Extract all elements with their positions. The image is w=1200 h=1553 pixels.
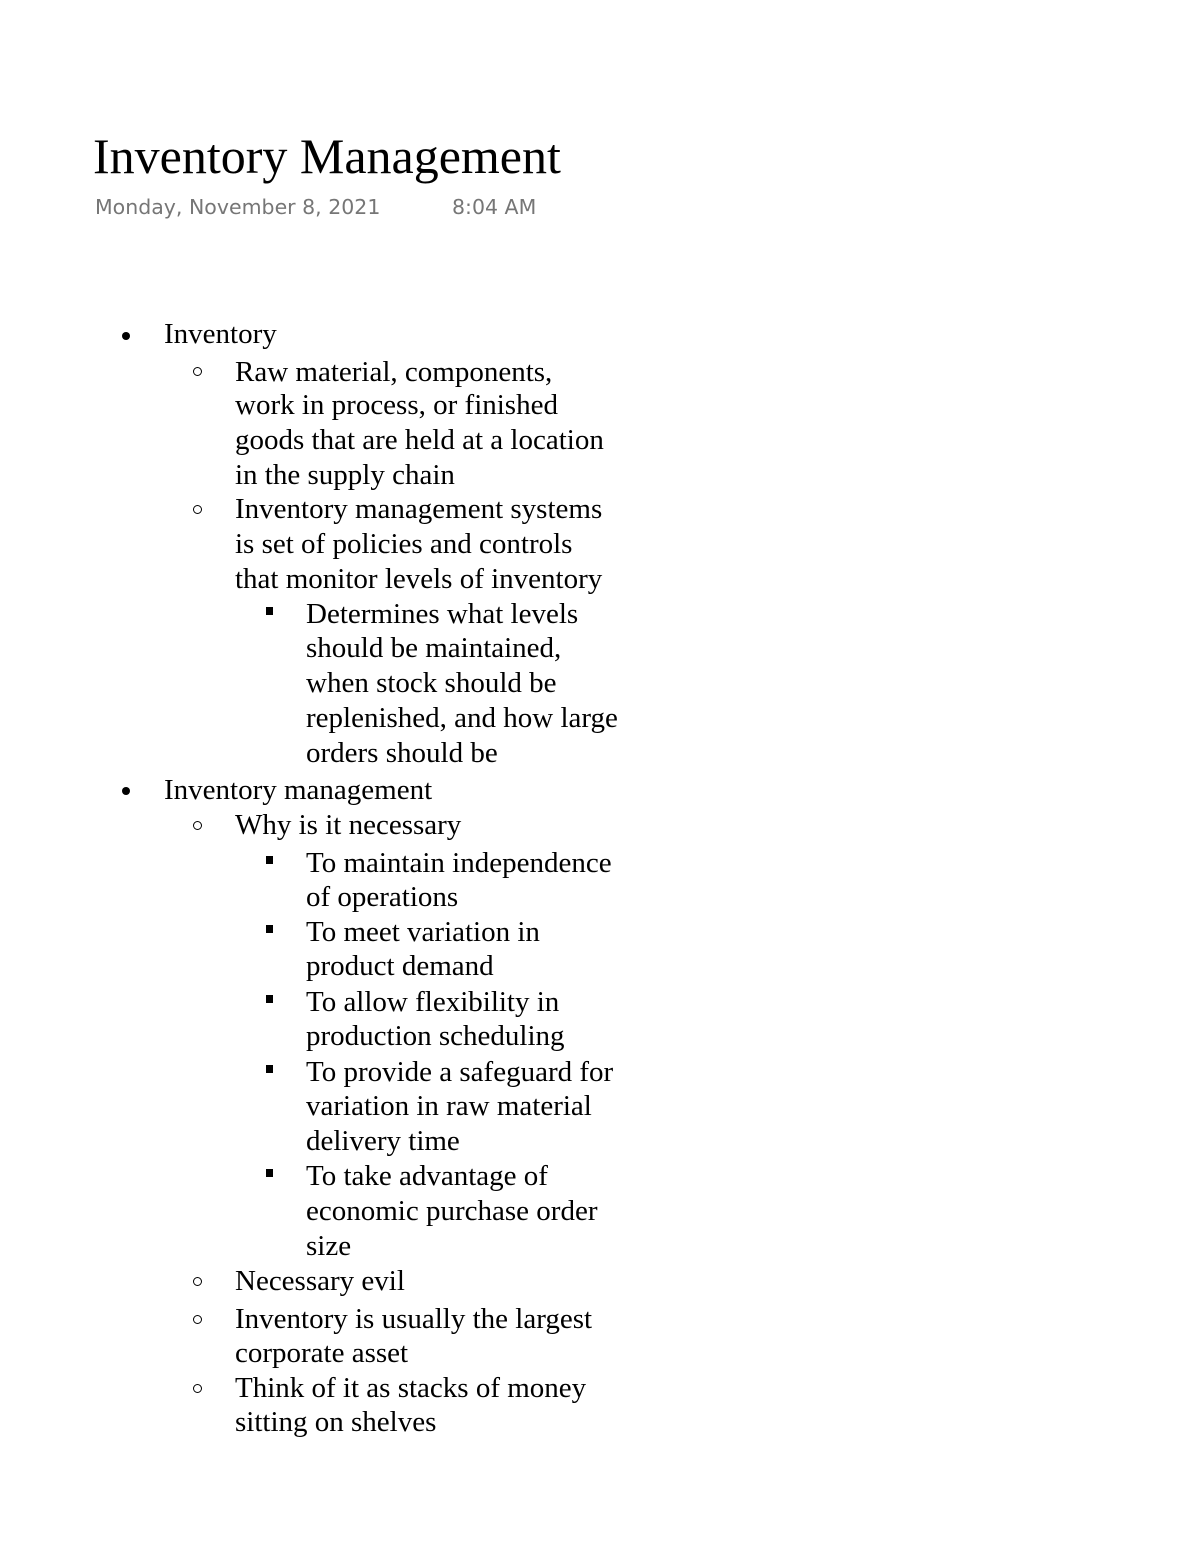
outline-item-line: economic purchase order (306, 1195, 598, 1227)
outline-item-line: that monitor levels of inventory (235, 563, 603, 595)
disc-bullet-icon (122, 787, 130, 795)
circle-bullet-icon (193, 821, 202, 830)
outline-item-line: To take advantage of (306, 1160, 548, 1192)
outline-item-line: To meet variation in (306, 916, 540, 948)
circle-bullet-icon (193, 367, 202, 376)
circle-bullet-icon (193, 1384, 202, 1393)
outline-item-line: of operations (306, 881, 459, 913)
outline-item-line: Inventory management systems (235, 493, 603, 525)
square-bullet-icon (266, 925, 273, 933)
outline-item: Inventory management (164, 774, 433, 806)
outline-item-line: replenished, and how large (306, 702, 618, 734)
note-time: 8:04 AM (452, 195, 537, 219)
page-title: Inventory Management (93, 128, 561, 184)
square-bullet-icon (266, 995, 273, 1003)
square-bullet-icon (266, 607, 273, 615)
outline-item-line: Inventory is usually the largest (235, 1303, 593, 1335)
square-bullet-icon (266, 856, 273, 864)
outline-item-line: To allow flexibility in (306, 986, 560, 1018)
square-bullet-icon (266, 1169, 273, 1177)
outline-item-line: To provide a safeguard for (306, 1056, 614, 1088)
outline-item-line: product demand (306, 950, 494, 982)
outline-item-line: delivery time (306, 1125, 460, 1157)
outline-item-line: work in process, or finished (235, 389, 558, 421)
circle-bullet-icon (193, 505, 202, 514)
outline-item-line: in the supply chain (235, 459, 455, 491)
outline-item-line: production scheduling (306, 1020, 565, 1052)
outline-item-line: Raw material, components, (235, 356, 553, 388)
outline-item-line: should be maintained, (306, 632, 562, 664)
outline-item-line: To maintain independence (306, 847, 612, 879)
outline-item-line: Necessary evil (235, 1265, 405, 1297)
outline-item-line: Why is it necessary (235, 809, 462, 841)
outline-item-line: when stock should be (306, 667, 557, 699)
outline-item: Inventory (164, 318, 277, 350)
circle-bullet-icon (193, 1277, 202, 1286)
circle-bullet-icon (193, 1315, 202, 1324)
outline-item-line: Determines what levels (306, 598, 579, 630)
outline-item-line: variation in raw material (306, 1090, 592, 1122)
outline-item-line: size (306, 1230, 352, 1262)
disc-bullet-icon (122, 332, 130, 340)
outline-item-line: Think of it as stacks of money (235, 1372, 587, 1404)
square-bullet-icon (266, 1065, 273, 1073)
outline-item-line: sitting on shelves (235, 1406, 437, 1438)
note-date: Monday, November 8, 2021 (95, 195, 381, 219)
outline-item-line: is set of policies and controls (235, 528, 573, 560)
outline-item-line: orders should be (306, 737, 498, 769)
outline-item-line: corporate asset (235, 1337, 409, 1369)
outline-item-line: goods that are held at a location (235, 424, 604, 456)
